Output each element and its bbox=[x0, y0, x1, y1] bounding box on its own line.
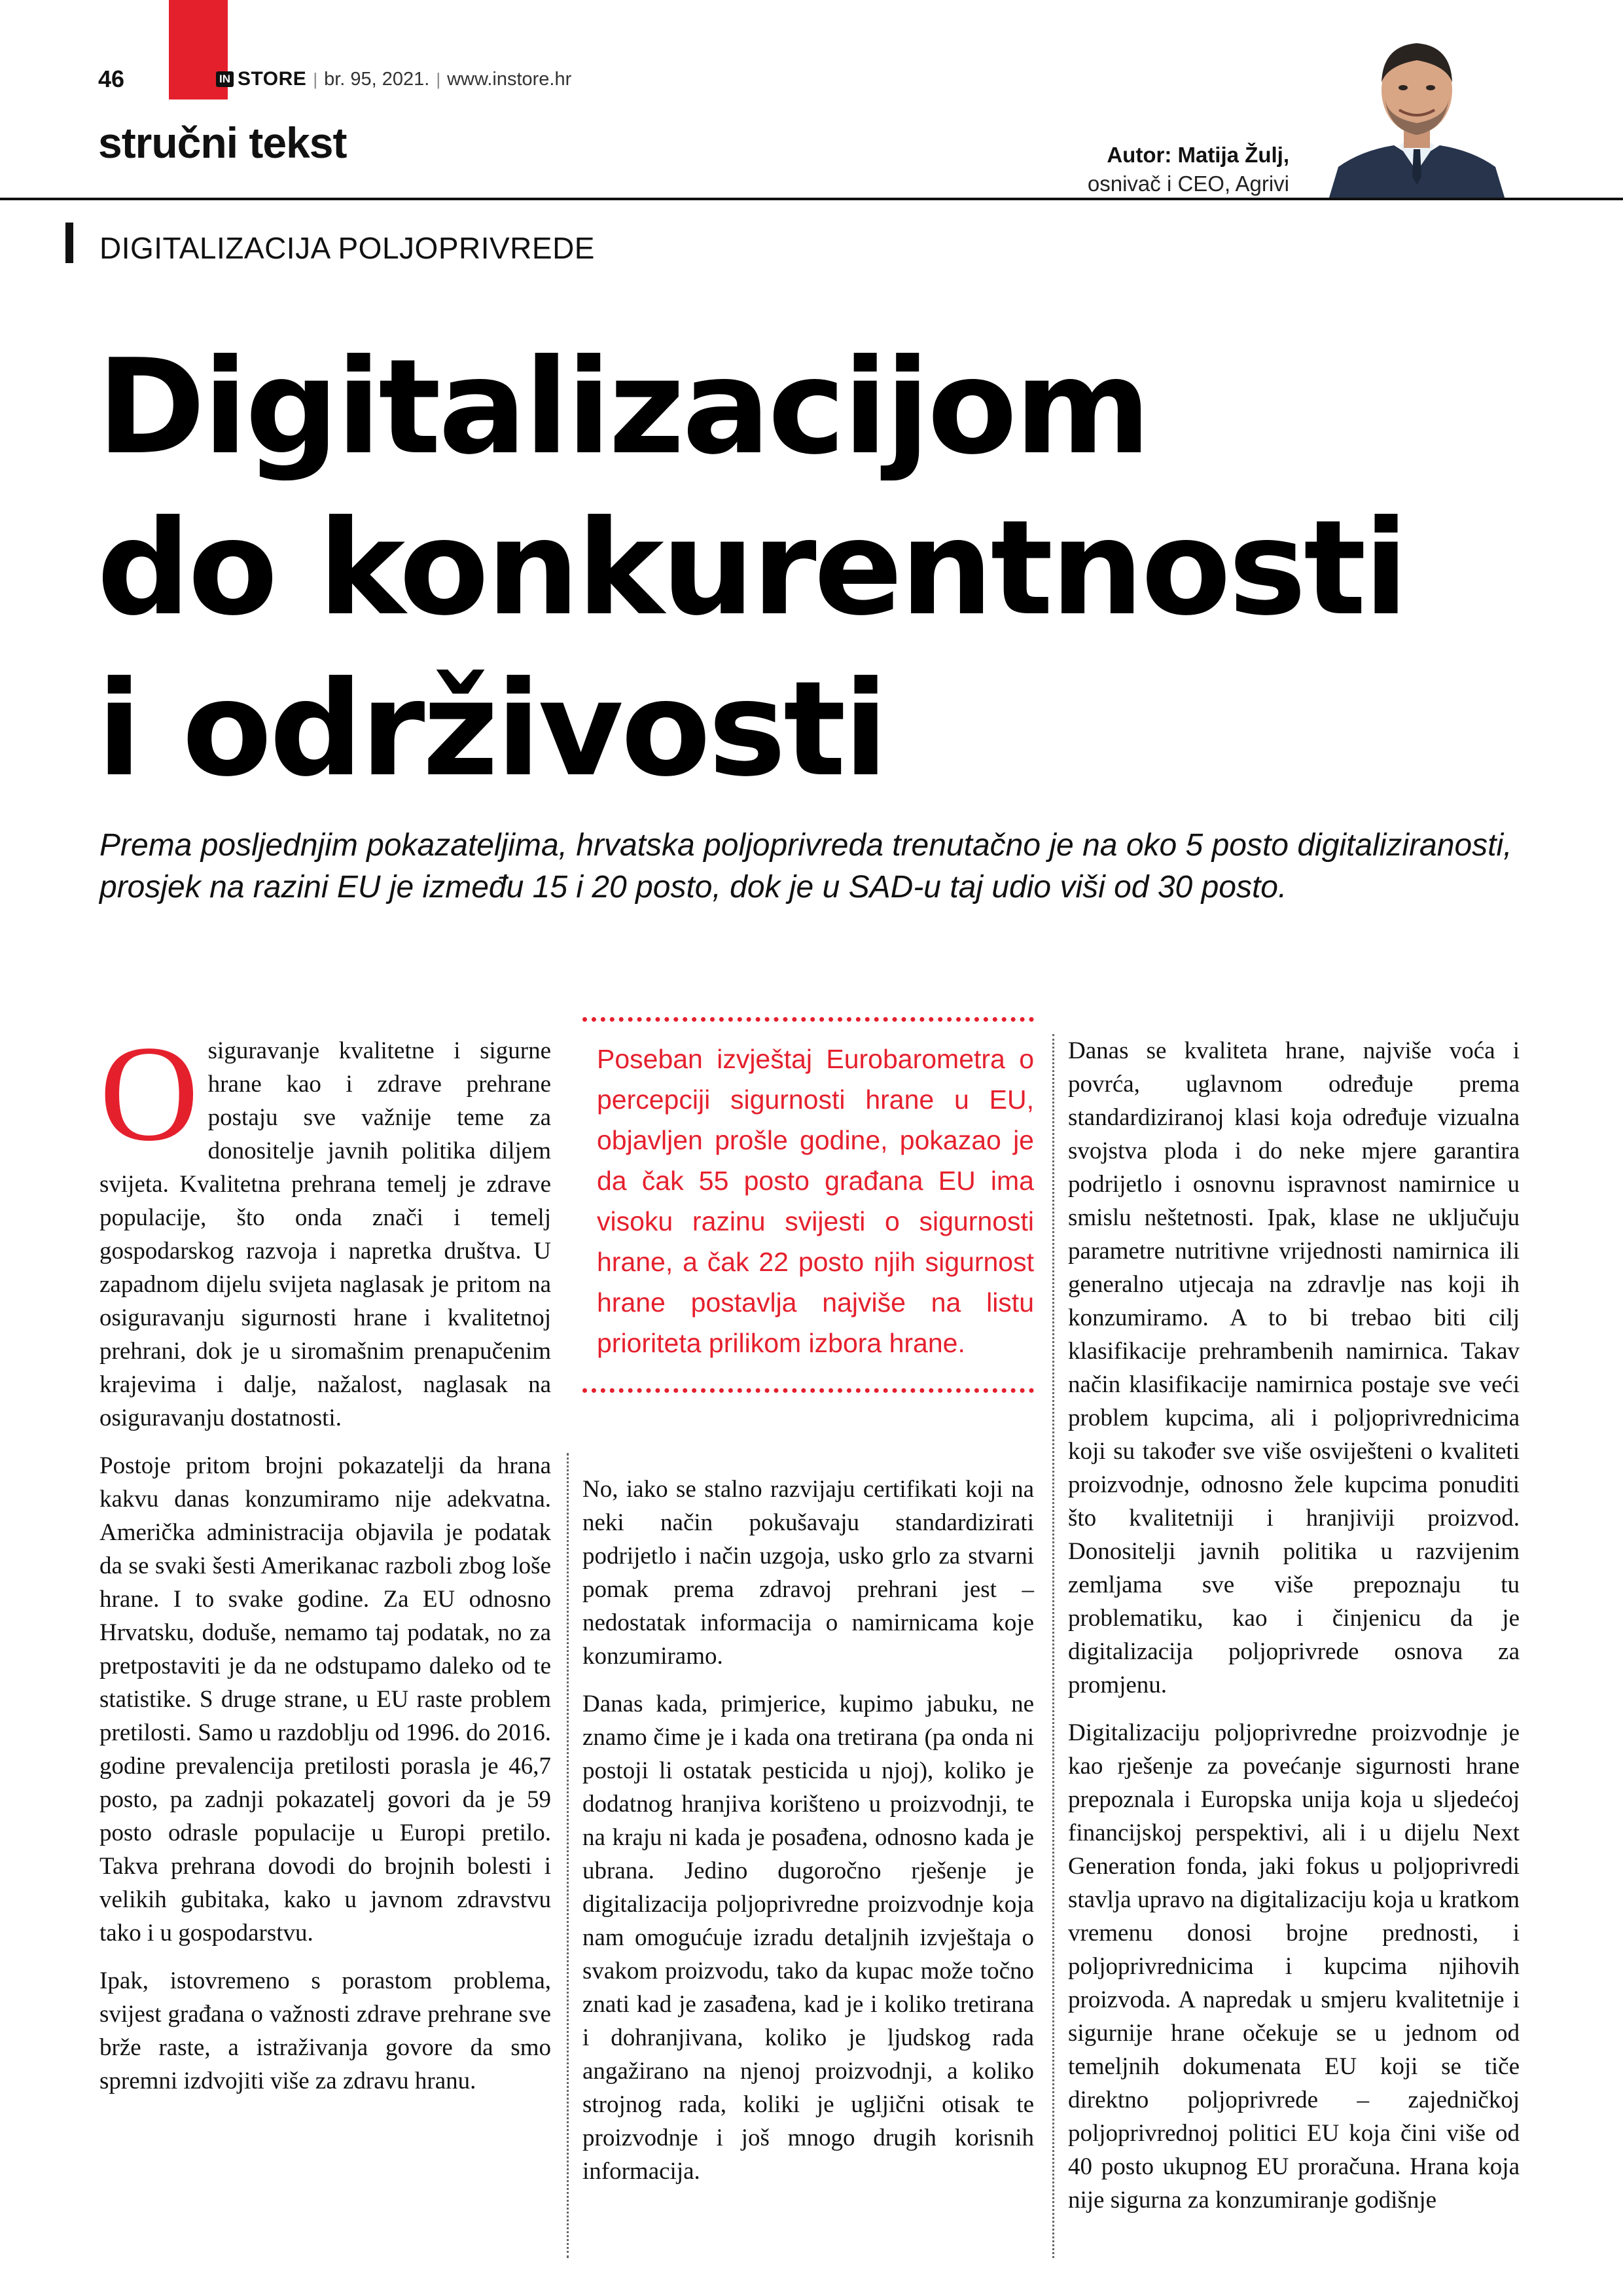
headline-line: Digitalizacijom bbox=[97, 331, 1149, 484]
article-lead: Prema posljednjim pokazateljima, hrvatska poljoprivreda trenutačno je na oko 5 posto digitaliziranosti, prosjek na razini EU je između 15 i 20 posto, dok je u SAD-u taj udio viši od 30 posto. bbox=[99, 828, 1512, 905]
body-column-2 bbox=[582, 1473, 1034, 2202]
author-portrait bbox=[1315, 20, 1518, 200]
headline-line: i održivosti bbox=[97, 653, 886, 806]
website-url: www.instore.hr bbox=[447, 68, 572, 90]
section-label: stručni tekst bbox=[98, 118, 347, 167]
column-divider bbox=[1052, 1034, 1054, 2258]
body-paragraph: Danas se kvaliteta hrane, najviše voća i povrća, uglavnom određuje prema standardiziranoj klasi koja određuje vizualna svojstva ploda i do neke mjere garantira podrijetlo i osnovnu ispravnost namirnice u smislu neštetnosti. Ipak, klase ne uključuju parametre nutritivne vrijednosti namirnica ili generalno utjecaja na zdravlje nas koji ih konzumiramo. A to bi trebao biti cilj klasifikacije prehrambenih namirnica. Takav način klasifikacije namirnica postaje sve veći problem kupcima, ali i poljoprivrednicima koji su također sve više osviješteni o kvaliteti proizvodnje, odnosno žele kupcima ponuditi što kvalitetniji i hranjiviji proizvod. Donositelji javnih politika u razvijenim zemljama sve više prepoznaju tu problematiku, kao i činjenicu da je digitalizacija poljoprivrede osnova za promjenu. bbox=[1068, 1037, 1520, 1698]
body-column-3 bbox=[1068, 1034, 1520, 2231]
author-name: Autor: Matija Žulj, bbox=[1107, 143, 1289, 167]
category-marker bbox=[65, 223, 73, 263]
logo-in-badge: IN bbox=[216, 71, 234, 87]
header-separator: | bbox=[313, 69, 318, 89]
drop-cap: O bbox=[99, 1018, 199, 1170]
page-number: 46 bbox=[98, 65, 125, 92]
body-paragraph: Postoje pritom brojni pokazatelji da hrana kakvu danas konzumiramo nije adekvatna. Američka administracija objavila je podatak da se svaki šesti Amerikanac razboli zbog loše hrane. I to svake godine. Za EU odnosno Hrvatsku, doduše, nemamo taj podatak, no za pretpostaviti je da ne odstupamo daleko od te statistike. S druge strane, u EU raste problem pretilosti. Samo u razdoblju od 1996. do 2016. godine prevalencija pretilosti porasla je 46,7 posto, pa zadnji pokazatelj govori da je 59 posto odrasle populacije u Europi pretilo. Takva prehrana dovodi do brojnih bolesti i velikih gubitaka, kako u javnom zdravstvu tako i u gospodarstvu. bbox=[99, 1452, 551, 1946]
body-paragraph: Ipak, istovremeno s porastom problema, svijest građana o važnosti zdrave prehrane sve brže raste, a istraživanja govore da smo spremni izdvojiti više za zdravu hranu. bbox=[99, 1967, 551, 2094]
article-headline bbox=[97, 327, 1537, 810]
logo-store-text: STORE bbox=[238, 68, 307, 90]
author-byline bbox=[1088, 141, 1289, 198]
author-role: osnivač i CEO, Agrivi bbox=[1087, 171, 1289, 196]
instore-logo bbox=[216, 68, 571, 90]
paragraph-text: siguravanje kvalitetne i sigurne hrane kao i zdrave prehrane postaju sve važnije teme za donositelje javnih politika diljem svijeta. Kvalitetna prehrana temelj je zdrave populacije, što onda znači i temelj gospodarskog razvoja i napretka društva. U zapadnom dijelu svijeta naglasak je pritom na osiguravanju sigurnosti hrane i kvalitetnoj prehrani, dok je u siromašnim prenapučenim krajevima i dalje, nažalost, naglasak na osiguravanju dostatnosti. bbox=[99, 1037, 551, 1431]
headline-line: do konkurentnosti bbox=[97, 492, 1406, 645]
pull-quote bbox=[582, 1017, 1034, 1393]
header-separator: | bbox=[436, 69, 441, 89]
body-column-1 bbox=[99, 1018, 551, 2112]
body-paragraph: Digitalizaciju poljoprivredne proizvodnje je kao rješenje za povećanje sigurnosti hrane prepoznala i Europska unija koja u sljedećoj financijskoj perspektivi, ali i u dijelu Next Generation fonda, jaki fokus u poljoprivredi stavlja upravo na digitalizaciju koja u kratkom vremenu donosi brojne prednosti, i poljoprivrednicima i kupcima njihovih proizvoda. A napredak u smjeru kvalitetnije i sigurnije hrane očekuje se u jednom od temeljnih dokumenata EU koji se tiče direktno poljoprivrede – zajedničkoj poljoprivrednoj politici EU koja čini više od 40 posto ukupnog EU proračuna. Hrana koja nije sigurna za konzumiranje godišnje bbox=[1068, 1719, 1520, 2214]
pull-quote-text: Poseban izvještaj Eurobarometra o percepciji sigurnosti hrane u EU, objavljen prošle godine, pokazao je da čak 55 posto građana EU ima visoku razinu svijesti o sigurnosti hrane, a čak 22 posto njih sigurnost hrane postavlja najviše na listu prioriteta prilikom izbora hrane. bbox=[597, 1044, 1034, 1358]
issue-number: br. 95, 2021. bbox=[324, 68, 430, 90]
body-paragraph: Danas kada, primjerice, kupimo jabuku, ne znamo čime je i kada ona tretirana (pa onda ni postoji li ostatak pesticida u njoj), koliko je dodatnog hranjiva korišteno u proizvodnji, te na kraju ni kada je posađena, odnosno kada je ubrana. Jedino dugoročno rješenje je digitalizacija poljoprivredne proizvodnje koja nam omogućuje izradu detaljnih izvještaja o svakom proizvodu, tako da kupac može točno znati kad je zasađena, kad je i koliko tretirana i dohranjivana, koliko je ljudskog rada angažirano na njenoj proizvodnji, a koliko strojnog rada, koliki je ugljični otisak te proizvodnje i još mnogo drugih korisnih informacija. bbox=[582, 1691, 1034, 2185]
header-rule bbox=[0, 198, 1623, 200]
column-divider bbox=[567, 1453, 569, 2258]
body-paragraph: No, iako se stalno razvijaju certifikati koji na neki način pokušavaju standardizirati podrijetlo i način uzgoja, usko grlo za stvarni pomak prema zdravoj prehrani jest – nedostatak informacija o namirnicama koje konzumiramo. bbox=[582, 1476, 1034, 1670]
body-paragraph bbox=[99, 1018, 551, 1435]
article-category: DIGITALIZACIJA POLJOPRIVREDE bbox=[99, 231, 595, 265]
